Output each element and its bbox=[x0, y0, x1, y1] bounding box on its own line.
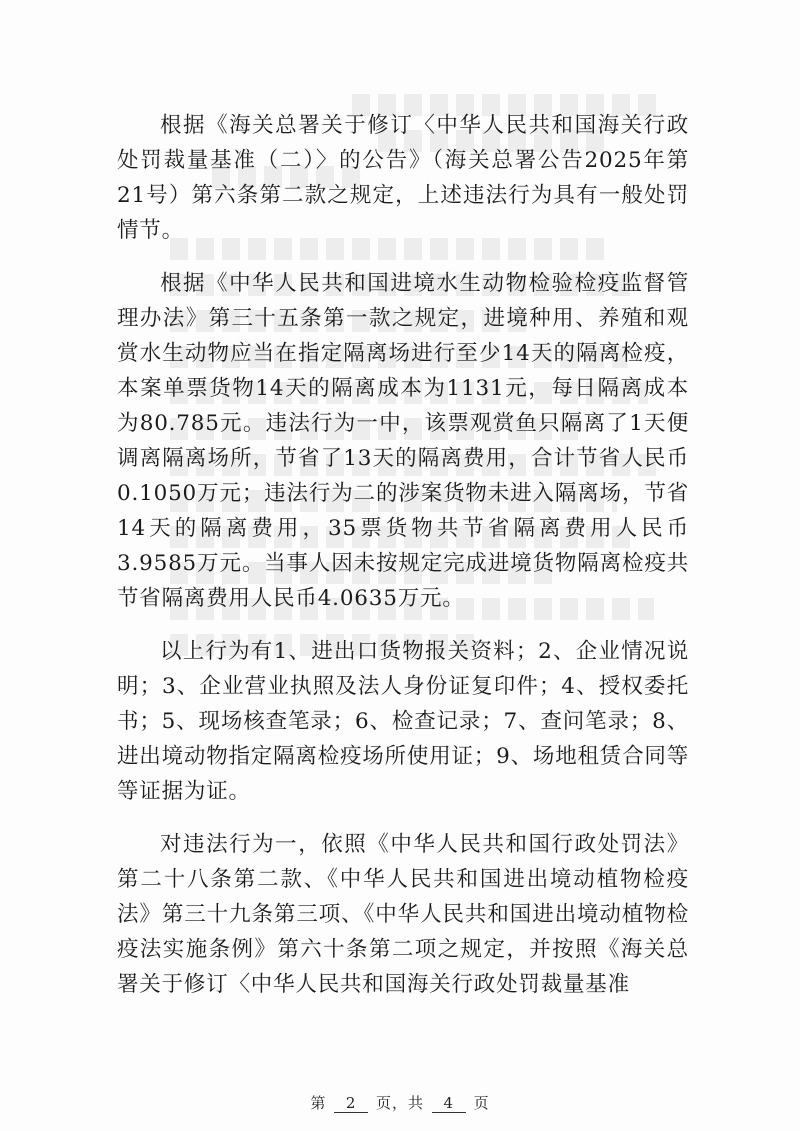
paragraph-evidence-list: 以上行为有1、进出口货物报关资料；2、企业情况说明；3、企业营业执照及法人身份证复印件；4、授权委托书；5、现场核查笔录；6、检查记录；7、查问笔录；8、进出境动物指定隔离检疫场所使用证；9、场地租赁合同等等证据为证。 bbox=[117, 639, 689, 804]
page-suffix: 页 bbox=[473, 1094, 490, 1112]
page-middle: 页，共 bbox=[375, 1094, 424, 1112]
paragraph-legal-basis: 对违法行为一，依照《中华人民共和国行政处罚法》第二十八条第二款、《中华人民共和国进出境动植物检疫法》第三十九条第三项、《中华人民共和国进出境动植物检疫法实施条例》第六十条第二项之规定，并按照《海关总署关于修订〈中华人民共和国海关行政处罚裁量基准 bbox=[117, 832, 689, 997]
document-body bbox=[117, 108, 689, 1002]
page-prefix: 第 bbox=[310, 1094, 327, 1112]
total-page-number: 4 bbox=[432, 1094, 466, 1113]
paragraph-quarantine-cost: 根据《中华人民共和国进境水生动物检验检疫监督管理办法》第三十五条第一款之规定，进境种用、养殖和观赏水生动物应当在指定隔离场进行至少14天的隔离检疫，本案单票货物14天的隔离成本为1131元，每日隔离成本为80.785元。违法行为一中，该票观赏鱼只隔离了1天便调离隔离场所，节省了13天的隔离费用，合计节省人民币0.1050万元；违法行为二的涉案货物未进入隔离场，节省14天的隔离费用，35票货物共节省隔离费用人民币3.9585万元。当事人因未按规定完成进境货物隔离检疫共节省隔离费用人民币4.0635万元。 bbox=[117, 271, 689, 611]
paragraph-penalty-circumstance: 根据《海关总署关于修订〈中华人民共和国海关行政处罚裁量基准（二）〉的公告》（海关总署公告2025年第21号）第六条第二款之规定，上述违法行为具有一般处罚情节。 bbox=[117, 113, 689, 243]
current-page-number: 2 bbox=[334, 1094, 368, 1113]
page-number-footer bbox=[0, 1092, 800, 1113]
